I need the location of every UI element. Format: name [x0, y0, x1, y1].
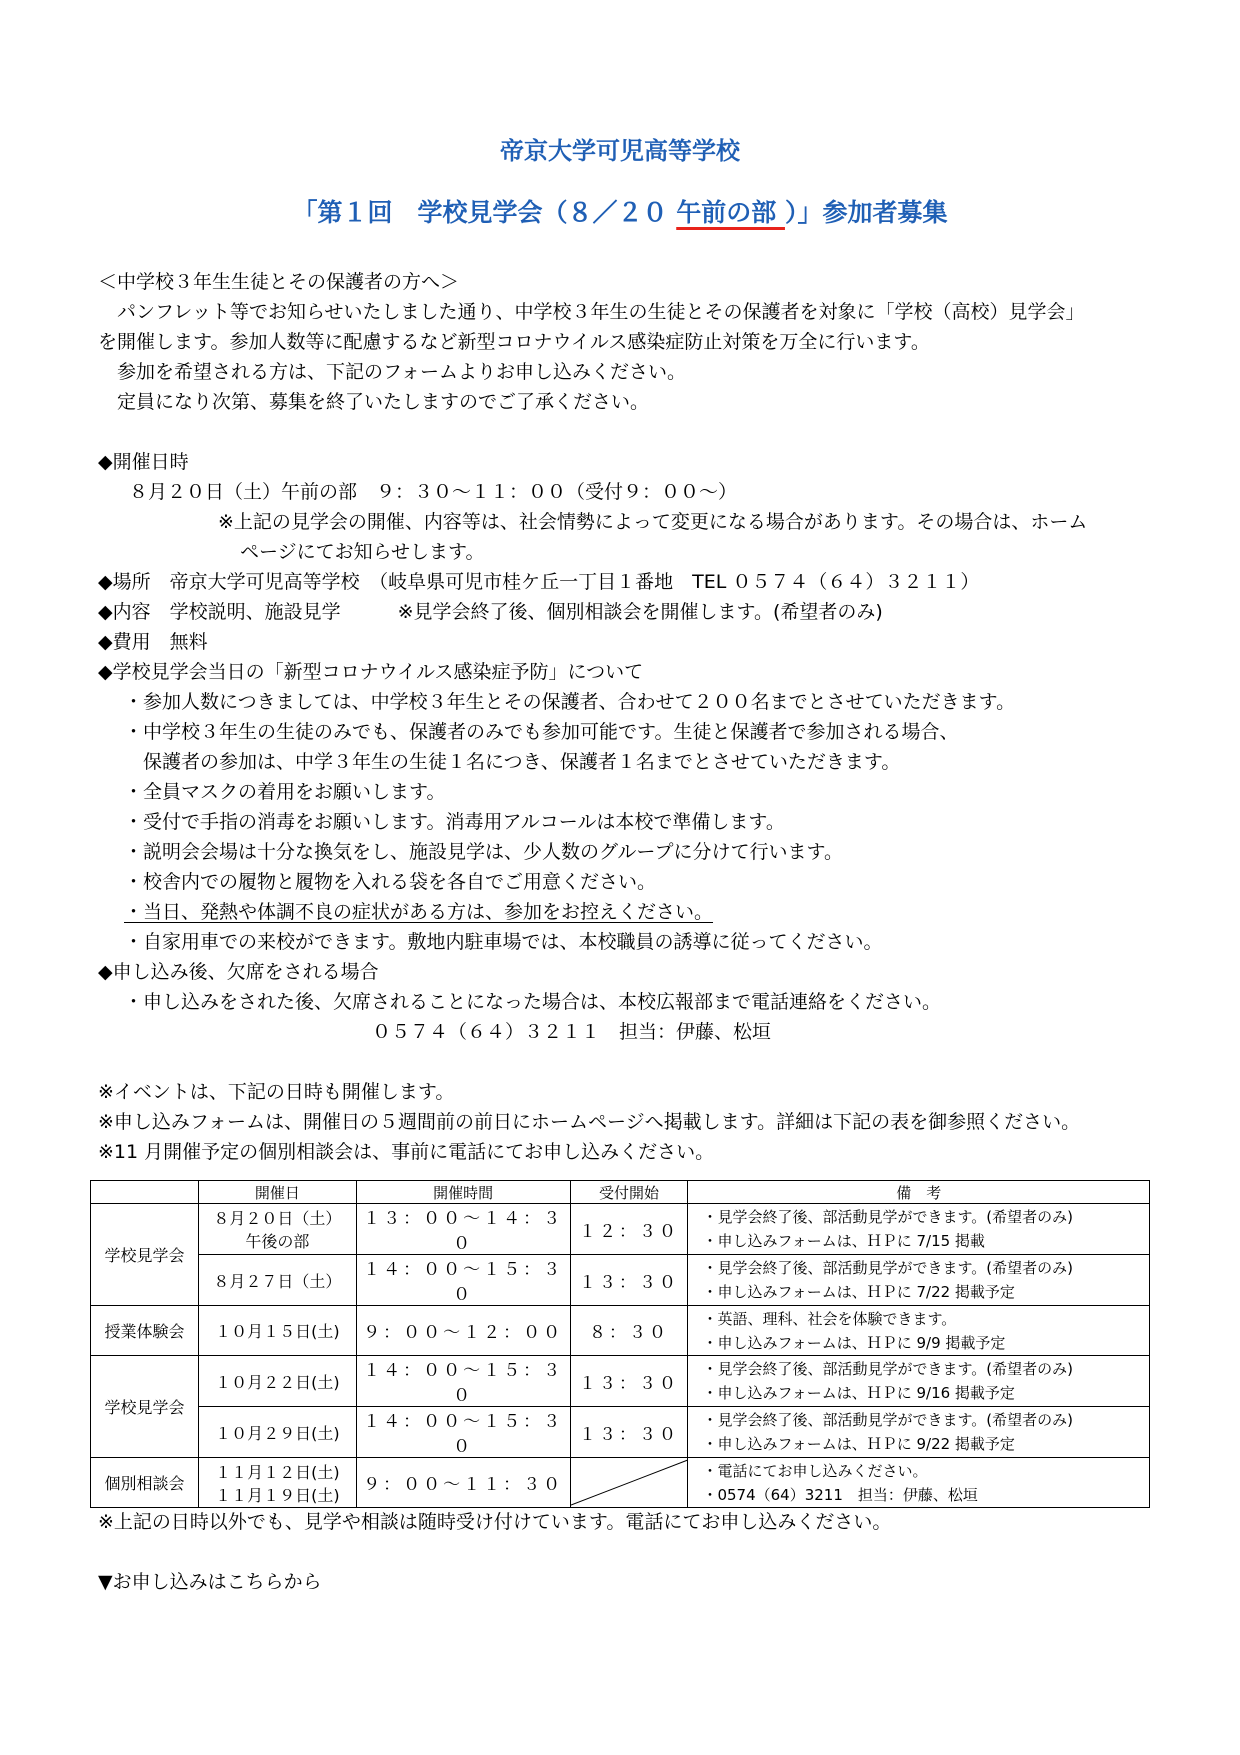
note-line: ・電話にてお申し込みください。: [702, 1461, 928, 1480]
content-line: ◆内容 学校説明、施設見学 ※見学会終了後、個別相談会を開催します。(希望者のみ): [98, 601, 883, 623]
time-cell: １４：００～１５：３０: [356, 1356, 570, 1407]
date-value: ８月２０日（土）午前の部 ９：３０～１１：００（受付９：００～）: [110, 481, 738, 503]
covid-item: 保護者の参加は、中学３年生の生徒１名につき、保護者１名までとさせていただきます。: [124, 751, 901, 773]
table-row: [91, 1306, 1150, 1356]
time-cell: ９：００～１１：３０: [356, 1458, 570, 1508]
note-3: ※11 月開催予定の個別相談会は、事前に電話にてお申し込みください。: [98, 1141, 715, 1163]
table-row: [91, 1255, 1150, 1306]
cancel-text: ・申し込みをされた後、欠席されることになった場合は、本校広報部まで電話連絡をください。: [124, 991, 942, 1013]
intro-paragraph-4: 定員になり次第、募集を終了いたしますのでご了承ください。: [98, 391, 650, 413]
event-title-post: ）」参加者募集: [784, 198, 948, 227]
date-cell: １０月１５日(土): [198, 1306, 356, 1356]
note-line: ・申し込みフォームは、ＨＰに 9/16 掲載予定: [702, 1384, 1015, 1402]
table-row: [91, 1458, 1150, 1508]
table-row: [91, 1356, 1150, 1407]
note-line: ・0574（64）3211 担当：伊藤、松垣: [702, 1485, 978, 1504]
note-cell: [688, 1458, 1150, 1508]
apply-link[interactable]: ▼お申し込みはこちらから: [98, 1571, 322, 1593]
note-line: ・申し込みフォームは、ＨＰに 7/15 掲載: [702, 1232, 985, 1250]
date-cell: １０月２９日(土): [198, 1407, 356, 1458]
cancel-contact: ０５７４（６４）３２１１ 担当：伊藤、松垣: [372, 1021, 772, 1043]
time-cell: ９：００～１２：００: [356, 1306, 570, 1356]
time-cell: １４：００～１５：３０: [356, 1255, 570, 1306]
intro-paragraph-2: を開催します。参加人数等に配慮するなど新型コロナウイルス感染症防止対策を万全に行います。: [98, 331, 930, 353]
note-line: ・見学会終了後、部活動見学ができます。(希望者のみ): [702, 1360, 1073, 1378]
event-title: [0, 193, 1240, 229]
category-cell: 授業体験会: [91, 1306, 199, 1356]
school-title: 帝京大学可児高等学校: [500, 137, 740, 165]
covid-item: ・中学校３年生の生徒のみでも、保護者のみでも参加可能です。生徒と保護者で参加される場合、: [124, 721, 959, 743]
category-cell: 学校見学会: [91, 1356, 199, 1458]
note-line: ・見学会終了後、部活動見学ができます。(希望者のみ): [702, 1411, 1073, 1429]
event-title-pre: 「第１回 学校見学会（８／２０: [292, 198, 677, 227]
note-line: ・申し込みフォームは、ＨＰに 9/9 掲載予定: [702, 1333, 1006, 1352]
intro-paragraph-3: 参加を希望される方は、下記のフォームよりお申し込みください。: [98, 361, 687, 383]
date-line: ８月２０日（土）: [213, 1209, 342, 1228]
audience-line: ＜中学校３年生生徒とその保護者の方へ＞: [98, 271, 460, 293]
date-cell: ８月２７日（土）: [198, 1255, 356, 1306]
event-title-session: 午前の部: [676, 198, 785, 227]
date-note-2: ページにてお知らせします。: [240, 541, 485, 563]
reception-cell: １２：３０: [570, 1204, 688, 1255]
reception-cell: １３：３０: [570, 1407, 688, 1458]
header-cell: 開催日: [198, 1181, 356, 1204]
note-line: ・申し込みフォームは、ＨＰに 9/22 掲載予定: [702, 1435, 1015, 1453]
date-cell: [198, 1458, 356, 1508]
footer-note: ※上記の日時以外でも、見学や相談は随時受け付けています。電話にてお申し込みください。: [98, 1511, 892, 1533]
time-cell: １３：００～１４：３０: [356, 1204, 570, 1255]
cancel-heading: ◆申し込み後、欠席をされる場合: [98, 961, 379, 983]
note-cell: [688, 1356, 1150, 1407]
header-cell: 受付開始: [570, 1181, 688, 1204]
reception-cell: ８：３０: [570, 1306, 688, 1356]
date-line: １１月１２日(土): [215, 1462, 340, 1482]
note-cell: [688, 1204, 1150, 1255]
note-line: ・見学会終了後、部活動見学ができます。(希望者のみ): [702, 1259, 1073, 1277]
covid-item: ・全員マスクの着用をお願いします。: [124, 781, 446, 803]
covid-heading: ◆学校見学会当日の「新型コロナウイルス感染症予防」について: [98, 661, 644, 683]
covid-item: ・校舎内での履物と履物を入れる袋を各自でご用意ください。: [124, 871, 657, 893]
date-line: 午後の部: [245, 1232, 310, 1251]
table-header-row: [91, 1181, 1150, 1204]
covid-item: ・説明会会場は十分な換気をし、施設見学は、少人数のグループに分けて行います。: [124, 841, 843, 863]
covid-item: ・受付で手指の消毒をお願いします。消毒用アルコールは本校で準備します。: [124, 811, 785, 833]
header-cell: 備 考: [688, 1181, 1150, 1204]
reception-cell-empty: [570, 1458, 688, 1508]
note-cell: [688, 1306, 1150, 1356]
time-cell: １４：００～１５：３０: [356, 1407, 570, 1458]
covid-item: ・自家用車での来校ができます。敷地内駐車場では、本校職員の誘導に従ってください。: [124, 931, 883, 953]
header-cell-category: [91, 1181, 199, 1204]
note-1: ※イベントは、下記の日時も開催します。: [98, 1081, 455, 1103]
date-cell: １０月２２日(土): [198, 1356, 356, 1407]
date-heading: ◆開催日時: [98, 451, 189, 473]
table-row: [91, 1204, 1150, 1255]
note-line: ・英語、理科、社会を体験できます。: [702, 1309, 957, 1328]
covid-item-underlined: ・当日、発熱や体調不良の症状がある方は、参加をお控えください。: [124, 901, 714, 923]
note-2: ※申し込みフォームは、開催日の５週間前の前日にホームページへ掲載します。詳細は下記の表を御参照ください。: [98, 1111, 1081, 1133]
place-line: ◆場所 帝京大学可児高等学校 （岐阜県可児市桂ケ丘一丁目１番地 TEL ０５７４（６４）３２１１）: [98, 571, 980, 593]
schedule-table: [90, 1180, 1150, 1508]
fee-line: ◆費用 無料: [98, 631, 208, 653]
header-cell: 開催時間: [356, 1181, 570, 1204]
note-line: ・申し込みフォームは、ＨＰに 7/22 掲載予定: [702, 1283, 1015, 1301]
reception-cell: １３：３０: [570, 1255, 688, 1306]
date-cell: [198, 1204, 356, 1255]
covid-item: ・参加人数につきましては、中学校３年生とその保護者、合わせて２００名までとさせていただきます。: [124, 691, 1016, 713]
note-cell: [688, 1255, 1150, 1306]
table-row: [91, 1407, 1150, 1458]
date-line: １１月１９日(土): [215, 1485, 340, 1505]
intro-paragraph-1: パンフレット等でお知らせいたしました通り、中学校３年生の生徒とその保護者を対象に「学校（高校）見学会」: [98, 301, 1085, 323]
category-cell: 学校見学会: [91, 1204, 199, 1306]
date-note-1: ※上記の見学会の開催、内容等は、社会情勢によって変更になる場合があります。その場合は、ホーム: [218, 511, 1088, 533]
note-cell: [688, 1407, 1150, 1458]
diagonal-slash: [571, 1458, 688, 1507]
category-cell: 個別相談会: [91, 1458, 199, 1508]
reception-cell: １３：３０: [570, 1356, 688, 1407]
note-line: ・見学会終了後、部活動見学ができます。(希望者のみ): [702, 1208, 1073, 1226]
